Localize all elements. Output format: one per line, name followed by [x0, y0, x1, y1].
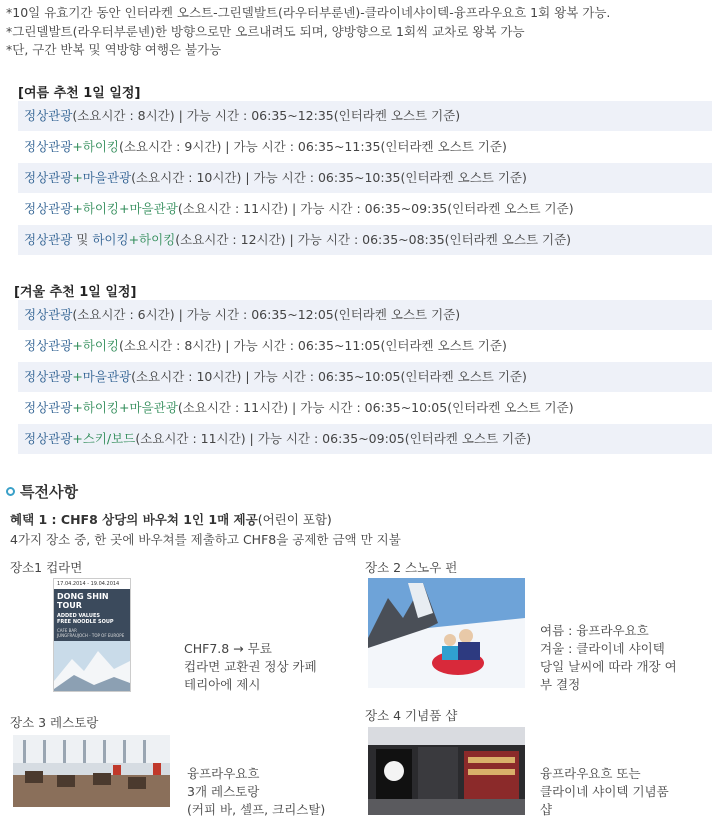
- row-keyword: +: [119, 201, 130, 216]
- row-keyword: 마을관광: [129, 201, 178, 216]
- row-keyword: 정상관광: [24, 170, 73, 185]
- place-1-desc-line: CHF7.8 → 무료: [184, 641, 272, 656]
- row-keyword: +하이킹: [72, 139, 120, 154]
- place-2-desc: [540, 622, 677, 694]
- row-detail: (소요시간 : 10시간) | 가능 시간 : 06:35~10:05(인터라켄 오스트 기준): [131, 369, 527, 384]
- itinerary-row: [18, 362, 712, 392]
- place-4-label: 장소 4 기념품 샵: [365, 708, 458, 723]
- row-detail: (소요시간 : 11시간) | 가능 시간 : 06:35~09:35(인터라켄 오스트 기준): [177, 201, 574, 216]
- row-keyword: 정상관광: [24, 139, 73, 154]
- row-keyword: 마을관광: [82, 369, 132, 384]
- place-1-desc-line: 테리아에 제시: [184, 677, 261, 692]
- place-3-desc-line: (커피 바, 셀프, 크리스탈): [187, 802, 326, 817]
- voucher-line: JUNGFRAUJOCH - TOP OF EUROPE: [57, 633, 125, 638]
- place-2-desc-line: 겨울 : 클라이네 샤이텍: [540, 641, 665, 656]
- place-4-desc-line: 융프라우요흐 또는: [540, 766, 641, 781]
- voucher-date: 17.04.2014 - 19.04.2014: [57, 581, 120, 587]
- row-keyword: 정상관광: [24, 338, 73, 353]
- row-keyword: 마을관광: [82, 170, 132, 185]
- place-2-desc-line: 당일 날씨에 따라 개장 여: [540, 659, 677, 674]
- snow-fun-illustration: [368, 578, 525, 688]
- itinerary-row: [18, 194, 712, 224]
- benefit-1-detail: 4가지 장소 중, 한 곳에 바우쳐를 제출하고 CHF8을 공제한 금액 만 지불: [10, 532, 401, 547]
- row-keyword: 정상관광: [24, 307, 73, 322]
- row-keyword: 정상관광: [24, 369, 73, 384]
- intro-notes: [6, 4, 610, 60]
- row-keyword: +스키/보드: [72, 431, 136, 446]
- place-4-desc: [540, 765, 669, 819]
- place-3-desc-line: 융프라우요흐: [187, 766, 260, 781]
- row-detail: (소요시간 : 11시간) | 가능 시간 : 06:35~10:05(인터라켄 오스트 기준): [177, 400, 574, 415]
- place-2-desc-line: 여름 : 융프라우요흐: [540, 623, 649, 638]
- row-keyword: +하이킹: [72, 338, 120, 353]
- row-keyword: 마을관광: [129, 400, 178, 415]
- souvenir-shop-illustration: [368, 727, 525, 815]
- row-keyword: 및: [72, 232, 93, 247]
- row-keyword: +: [119, 400, 130, 415]
- row-keyword: 정상관광: [24, 108, 73, 123]
- snow-fun-photo: [368, 578, 525, 688]
- itinerary-row: [18, 132, 712, 162]
- benefits-heading-text: 특전사항: [20, 483, 78, 501]
- place-2-label: 장소 2 스노우 펀: [365, 560, 458, 575]
- winter-title: [겨울 추천 1일 일정]: [14, 285, 137, 300]
- benefit-1-note: (어린이 포함): [257, 512, 332, 527]
- row-keyword: 정상관광: [24, 400, 73, 415]
- row-detail: (소요시간 : 12시간) | 가능 시간 : 06:35~08:35(인터라켄 오스트 기준): [175, 232, 572, 247]
- benefits-heading: [6, 481, 78, 502]
- row-keyword: +: [72, 170, 83, 185]
- itinerary-row: [18, 225, 712, 255]
- place-2-desc-line: 부 결정: [540, 677, 581, 692]
- row-keyword: +하이킹: [72, 201, 120, 216]
- row-detail: (소요시간 : 10시간) | 가능 시간 : 06:35~10:35(인터라켄 오스트 기준): [131, 170, 527, 185]
- benefit-1-title: 혜택 1 : CHF8 상당의 바우쳐 1인 1매 제공: [10, 512, 258, 527]
- row-detail: (소요시간 : 8시간) | 가능 시간 : 06:35~12:35(인터라켄 오스트 기준): [72, 108, 461, 123]
- itinerary-row: [18, 300, 712, 330]
- row-keyword: 정상관광: [24, 431, 73, 446]
- place-1-label: 장소1 컵라면: [10, 560, 83, 575]
- itinerary-row: [18, 393, 712, 423]
- intro-line: *단, 구간 반복 및 역방향 여행은 불가능: [6, 42, 222, 57]
- place-3-label: 장소 3 레스토랑: [10, 715, 99, 730]
- circle-bullet-icon: [6, 487, 15, 496]
- row-keyword: 정상관광: [24, 232, 73, 247]
- intro-line: *10일 유효기간 동안 인터라켄 오스트-그린델발트(라우터부룬넨)-클라이네샤이텍-융프라우요흐 1회 왕복 가능.: [6, 5, 611, 20]
- itinerary-row: [18, 331, 712, 361]
- row-keyword: 정상관광: [24, 201, 73, 216]
- row-keyword: 하이킹: [92, 232, 129, 247]
- place-4-desc-line: 샵: [540, 802, 553, 817]
- row-keyword: +하이킹: [72, 400, 120, 415]
- row-detail: (소요시간 : 9시간) | 가능 시간 : 06:35~11:35(인터라켄 오스트 기준): [119, 139, 507, 154]
- voucher-title: DONG SHIN TOUR: [57, 592, 109, 610]
- itinerary-row: [18, 101, 712, 131]
- row-detail: (소요시간 : 8시간) | 가능 시간 : 06:35~11:05(인터라켄 오스트 기준): [119, 338, 507, 353]
- place-3-desc-line: 3개 레스토랑: [187, 784, 260, 799]
- place-4-desc-line: 클라이네 샤이텍 기념품: [540, 784, 669, 799]
- voucher-line: FREE NOODLE SOUP: [57, 619, 114, 625]
- intro-line: *그린델발트(라우터부룬넨)한 방향으로만 오르내려도 되며, 양방향으로 1회씩 교차로 왕복 가능: [6, 23, 525, 39]
- row-detail: (소요시간 : 11시간) | 가능 시간 : 06:35~09:05(인터라켄 오스트 기준): [135, 431, 532, 446]
- place-1-desc: [184, 640, 317, 694]
- voucher-line: CAFE BAR: [57, 628, 77, 633]
- row-detail: (소요시간 : 6시간) | 가능 시간 : 06:35~12:05(인터라켄 오스트 기준): [72, 307, 461, 322]
- restaurant-illustration: [13, 735, 170, 807]
- place-1-desc-line: 컵라면 교환권 정상 카페: [184, 659, 317, 674]
- itinerary-row: [18, 424, 712, 454]
- itinerary-row: [18, 163, 712, 193]
- place-3-desc: [187, 765, 325, 819]
- mountain-illustration: [54, 641, 130, 692]
- voucher-line: ADDED VALUES: [57, 613, 100, 619]
- benefit-1: [10, 510, 332, 528]
- summer-title: [여름 추천 1일 일정]: [18, 86, 141, 101]
- row-keyword: +하이킹: [128, 232, 176, 247]
- voucher-image: [53, 578, 131, 692]
- restaurant-photo: [13, 735, 170, 807]
- souvenir-shop-photo: [368, 727, 525, 815]
- row-keyword: +: [72, 369, 83, 384]
